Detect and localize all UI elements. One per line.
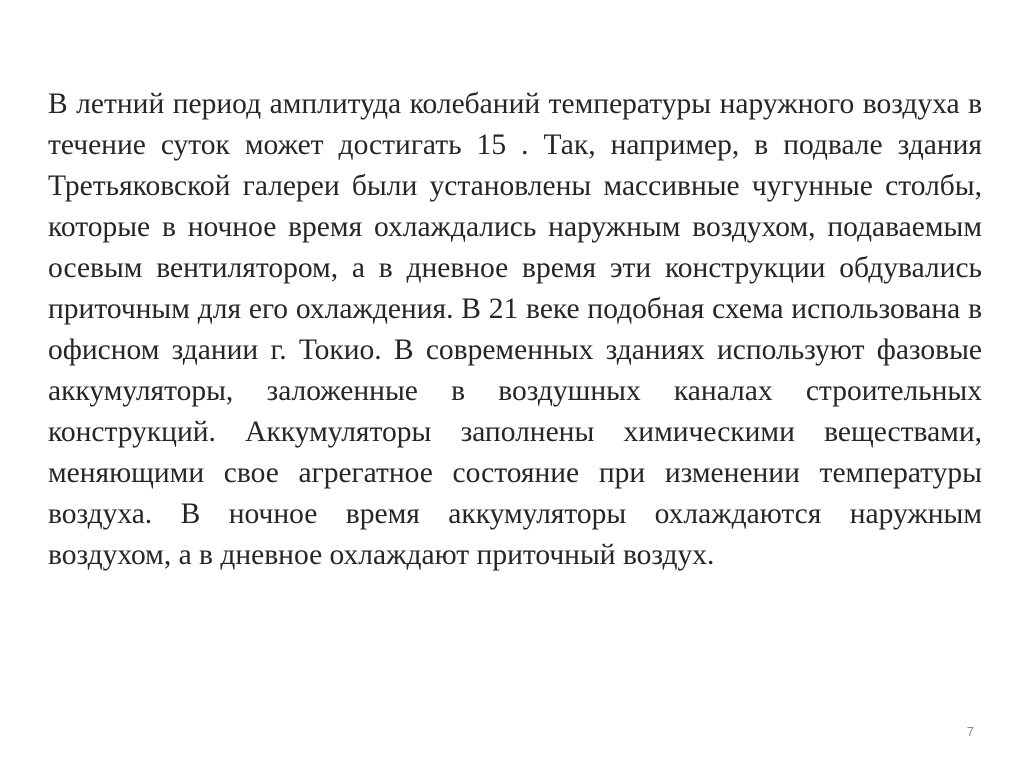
body-paragraph: В летний период амплитуда колебаний температуры наружного воздуха в течение суток может достигать 15 . Так, например, в подвале здания Третьяковской галереи были установлены массивные чугунные столбы, которые в ночное время охлаждались наружным воздухом, подаваемым осевым вентилятором, а в дневное время эти конструкции обдувались приточным для его охлаждения. В 21 веке подобная схема использована в офисном здании г. Токио. В современных зданиях используют фазовые аккумуляторы, заложенные в воздушных каналах строительных конструкций. Аккумуляторы заполнены химическими веществами, меняющими свое агрегатное состояние при изменении температуры воздуха. В ночное время аккумуляторы охлаждаются наружным воздухом, а в дневное охлаждают приточный воздух. xyxy=(48,88,982,571)
page-number: 7 xyxy=(966,724,974,739)
